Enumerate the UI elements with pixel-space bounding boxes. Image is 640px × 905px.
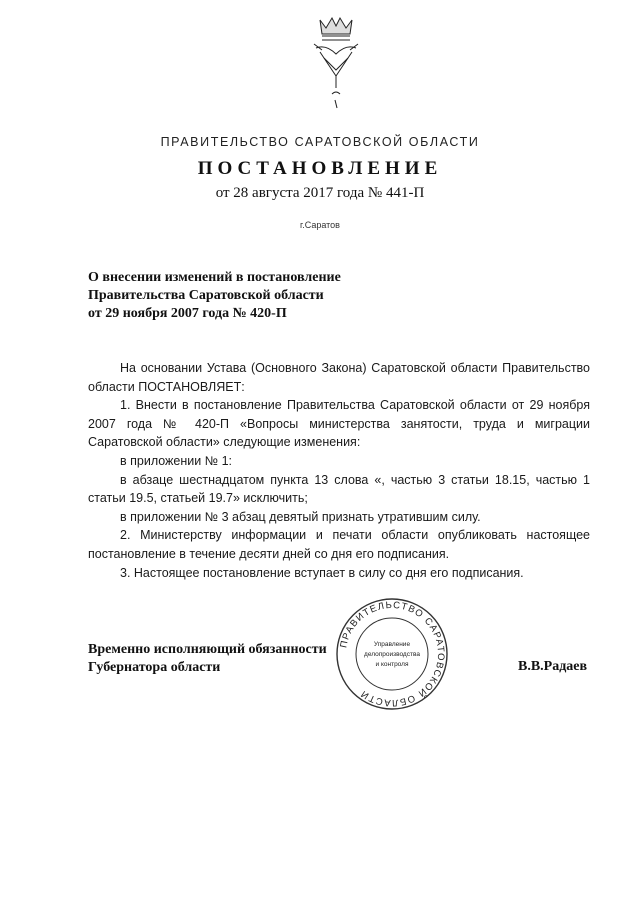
signatory-title-line: Временно исполняющий обязанности bbox=[88, 642, 327, 657]
stamp-center-line: делопроизводства bbox=[364, 651, 420, 658]
document-body bbox=[88, 359, 590, 582]
subject-line: О внесении изменений в постановление bbox=[88, 270, 341, 285]
document-date-number: от 28 августа 2017 года № 441-П bbox=[215, 185, 425, 201]
stamp-ring-text: ПРАВИТЕЛЬСТВО САРАТОВСКОЙ ОБЛАСТИ bbox=[338, 599, 447, 709]
official-stamp bbox=[334, 596, 450, 712]
coat-of-arms-icon bbox=[306, 14, 366, 124]
stamp-center-line: Управление bbox=[373, 641, 411, 648]
government-title: ПРАВИТЕЛЬСТВО САРАТОВСКОЙ ОБЛАСТИ bbox=[160, 135, 480, 149]
body-paragraph: 3. Настоящее постановление вступает в силу со дня его подписания. bbox=[120, 565, 524, 580]
body-paragraph: в абзаце шестнадцатом пункта 13 слова «, частью 3 статьи 18.15, частью 1 статьи 19.5, статьей 19.7» исключить; bbox=[88, 472, 590, 506]
signatory-name: В.В.Радаев bbox=[518, 659, 588, 674]
document-subject bbox=[88, 269, 388, 323]
body-paragraph: 1. Внести в постановление Правительства Саратовской области от 29 ноября 2007 года № 420-П «Вопросы министерства занятости, труда и миграции Саратовской области» следующие изменения: bbox=[88, 398, 590, 450]
document-type: ПОСТАНОВЛЕНИЕ bbox=[197, 158, 443, 179]
document-city: г.Саратов bbox=[300, 220, 340, 230]
signatory-title-line: Губернатора области bbox=[88, 660, 221, 675]
stamp-center-line: и контроля bbox=[375, 661, 409, 668]
body-paragraph: в приложении № 1: bbox=[120, 453, 233, 468]
body-paragraph: 2. Министерству информации и печати области опубликовать настоящее постановление в течение десяти дней со дня его подписания. bbox=[88, 528, 590, 561]
body-paragraph: На основании Устава (Основного Закона) Саратовской области Правительство области ПОСТАНОВЛЯЕТ: bbox=[88, 361, 590, 394]
body-paragraph: в приложении № 3 абзац девятый признать утратившим силу. bbox=[120, 509, 481, 524]
subject-line: от 29 ноября 2007 года № 420-П bbox=[88, 306, 287, 321]
subject-line: Правительства Саратовской области bbox=[88, 288, 324, 303]
